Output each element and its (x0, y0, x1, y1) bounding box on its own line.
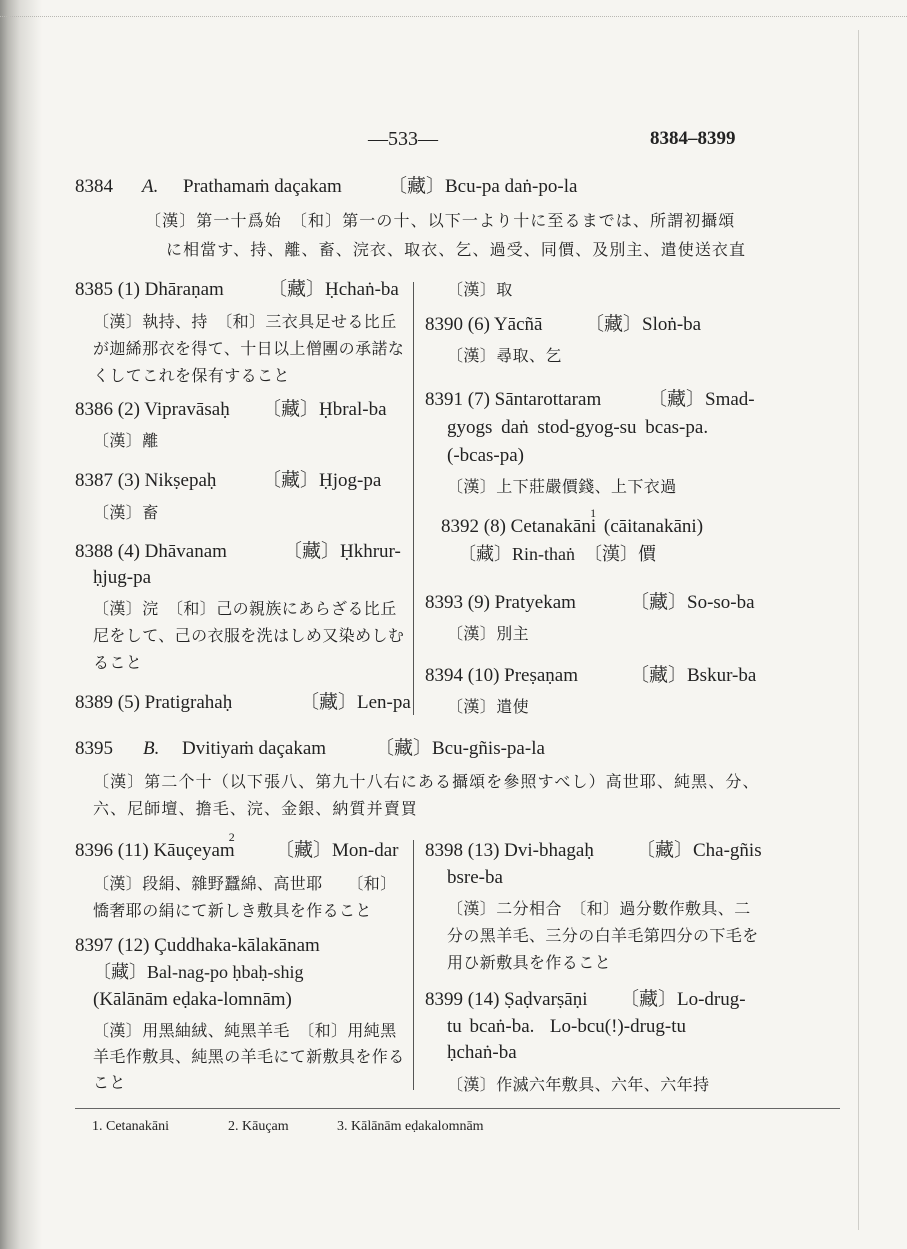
section-b-number: 8395 (75, 738, 113, 759)
entry-line: 〔藏〕Rin-thaṅ 〔漢〕價 (458, 544, 656, 564)
entry-head: 8399 (14) Ṣaḍvarṣāṇi (425, 989, 588, 1010)
entry-head-8392 (441, 506, 704, 537)
entry-line: 〔漢〕遣使 (447, 697, 530, 716)
entry-tibetan: 〔藏〕Mon-dar (275, 840, 399, 861)
entry-line: 〔漢〕用黑紬絨、純黑羊毛 〔和〕用純黑 (93, 1021, 397, 1040)
section-a-line: 〔漢〕第一十爲始 〔和〕第一の十、以下一より十に至るまでは、所謂初攝頌 (145, 211, 736, 230)
entry-line: 〔漢〕離 (93, 431, 159, 450)
entry-line: が迦絺那衣を得て、十日以上僧團の承諾な (93, 339, 405, 358)
entry-line: tu bcaṅ-ba. Lo-bcu(!)-drug-tu (447, 1016, 687, 1037)
entry-head: 8388 (4) Dhāvanam (75, 541, 227, 562)
entry-line: 尼をして、己の衣服を洗はしめ又染めしむ (93, 626, 405, 645)
entry-line: 羊毛作敷具、純黑の羊毛にて新敷具を作る (93, 1047, 405, 1066)
section-b-title: Dvitiyaṁ daçakam (182, 738, 327, 759)
section-b-line: 〔漢〕第二个十（以下張八、第九十八右にある攝頌を參照すべし）高世耶、純黑、分、 (93, 772, 760, 791)
entry-head: 8385 (1) Dhāraṇam (75, 279, 224, 300)
footnote: 1. Cetanakāni (92, 1119, 169, 1134)
section-a-line: に相當す、持、離、畜、浣衣、取衣、乞、過受、同價、及別主、遣使送衣直 (166, 240, 747, 259)
entry-line: くしてこれを保有すること (93, 366, 290, 385)
entry-tibetan: 〔藏〕Bskur-ba (630, 665, 757, 686)
right-edge-line (858, 30, 859, 1230)
entry-head: 8391 (7) Sāntarottaram (425, 389, 602, 410)
entry-tibetan: 〔藏〕So-so-ba (630, 592, 755, 613)
entry-tibetan: 〔藏〕Len-pa (300, 692, 411, 713)
entry-line: 分の黑羊毛、三分の白羊毛第四分の下毛を (447, 926, 759, 945)
entry-head-variant: (cāitanakāni) (603, 516, 704, 537)
entry-head: 8393 (9) Pratyekam (425, 592, 576, 613)
column-divider (413, 282, 414, 715)
footnote-ref: 2 (228, 830, 235, 844)
entry-head: 8397 (12) Çuddhaka-kālakānam (75, 935, 320, 956)
section-b-letter: B. (143, 738, 160, 759)
footnote: 2. Kāuçam (228, 1119, 289, 1134)
section-b-line: 六、尼師壇、擔毛、浣、金銀、納質并賣買 (93, 799, 418, 818)
entry-line: 〔漢〕作滅六年敷具、六年、六年持 (447, 1075, 710, 1094)
footnote-rule (75, 1108, 840, 1109)
entry-line: 〔藏〕Bal-nag-po ḥbaḥ-shig (93, 962, 304, 982)
entry-tibetan: 〔藏〕Ḥchaṅ-ba (268, 279, 399, 300)
entry-line: 憍奢耶の絹にて新しき敷具を作ること (93, 901, 372, 920)
entry-line: 〔漢〕尋取、乞 (447, 346, 562, 365)
entry-line: 用ひ新敷具を作ること (447, 953, 612, 972)
entry-head: 8396 (11) Kāuçeyam (75, 840, 235, 861)
entry-line: 〔漢〕浣 〔和〕己の親族にあらざる比丘 (93, 599, 397, 618)
entry-head: 8392 (8) Cetanakāni (441, 516, 597, 537)
entry-line: 〔漢〕畜 (93, 503, 159, 522)
section-a-tibetan: 〔藏〕Bcu-pa daṅ-po-la (388, 176, 578, 197)
entry-tibetan: 〔藏〕Cha-gñis (636, 840, 762, 861)
entry-line: (Kālānām eḍaka-lomnām) (93, 989, 292, 1010)
entry-line: gyogs daṅ stod-gyog-su bcas-pa. (447, 417, 709, 438)
page-number: —533— (368, 128, 438, 150)
entry-line: bsre-ba (447, 867, 503, 888)
entry-tibetan: 〔藏〕Sloṅ-ba (585, 314, 702, 335)
section-b-tibetan: 〔藏〕Bcu-gñis-pa-la (375, 738, 545, 759)
entry-line: ること (93, 653, 143, 672)
entry-line: 〔漢〕上下莊嚴價錢、上下衣過 (447, 477, 677, 496)
entry-head: 8390 (6) Yācñā (425, 314, 543, 335)
entry-range: 8384–8399 (650, 128, 736, 149)
entry-line: 〔漢〕二分相合 〔和〕過分數作敷具、二 (447, 899, 751, 918)
entry-tibetan: 〔藏〕Ḥkhrur- (283, 541, 401, 562)
section-a-letter: A. (142, 176, 159, 197)
entry-line: 〔漢〕執持、持 〔和〕三衣具足せる比丘 (93, 312, 397, 331)
footnote-ref: 1 (590, 506, 597, 520)
entry-tibetan: 〔藏〕Lo-drug- (620, 989, 746, 1010)
entry-line: こと (93, 1073, 126, 1092)
column-divider (413, 840, 414, 1090)
footnote: 3. Kālānām eḍakalomnām (337, 1119, 484, 1134)
section-a-title: Prathamaṁ daçakam (183, 176, 342, 197)
entry-head-8396 (75, 830, 238, 861)
entry-line: (-bcas-pa) (447, 445, 525, 466)
entry-line: 〔漢〕取 (447, 280, 513, 299)
entry-line: 〔漢〕段絹、雜野蠶綿、高世耶 〔和〕 (93, 874, 397, 893)
entry-line: 〔漢〕別主 (447, 624, 530, 643)
section-a-number: 8384 (75, 176, 113, 197)
entry-head: 8398 (13) Dvi-bhagaḥ (425, 840, 594, 861)
top-edge-line (0, 16, 907, 17)
entry-tibetan: 〔藏〕Smad- (648, 389, 755, 410)
entry-line: ḥjug-pa (93, 567, 152, 588)
entry-head: 8394 (10) Preṣaṇam (425, 665, 579, 686)
entry-head: 8386 (2) Vipravāsaḥ (75, 399, 230, 420)
entry-head: 8389 (5) Pratigrahaḥ (75, 692, 233, 713)
binding-shadow (0, 0, 42, 1249)
entry-line: ḥchaṅ-ba (447, 1042, 517, 1063)
entry-head: 8387 (3) Nikṣepaḥ (75, 470, 217, 491)
entry-tibetan: 〔藏〕Ḥjog-pa (262, 470, 382, 491)
entry-tibetan: 〔藏〕Ḥbral-ba (262, 399, 387, 420)
